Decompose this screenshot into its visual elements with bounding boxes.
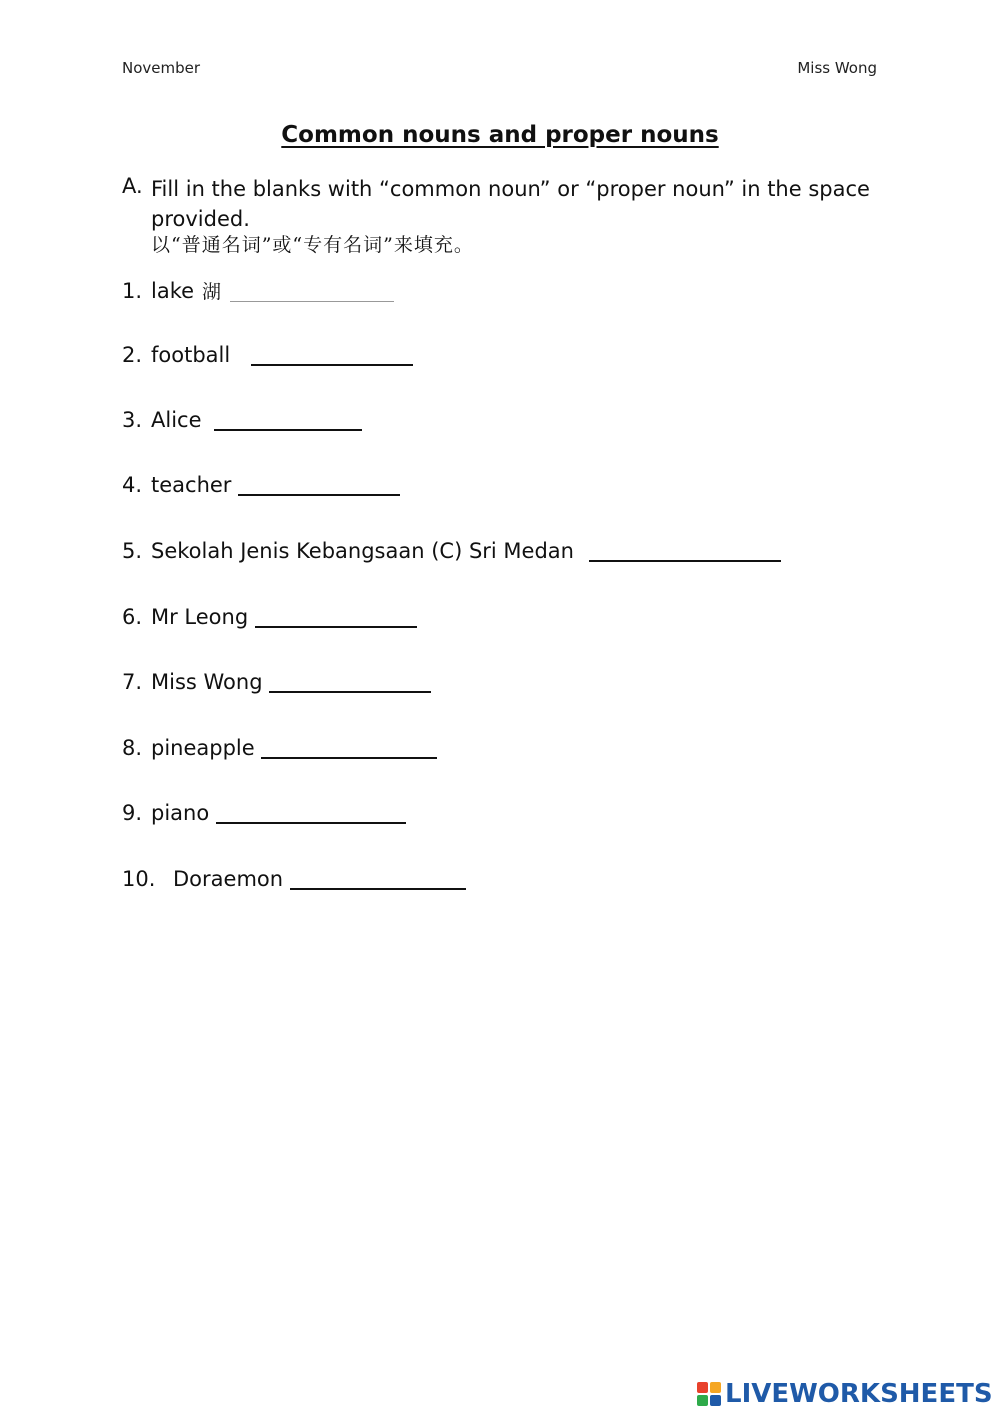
- answer-blank[interactable]: [269, 691, 431, 693]
- answer-blank[interactable]: [290, 888, 466, 890]
- question-number: 7.: [122, 670, 143, 694]
- page-title: Common nouns and proper nouns: [281, 122, 719, 148]
- logo-square-blue: [710, 1395, 721, 1406]
- question-number: 6.: [122, 605, 143, 629]
- question-number: 9.: [122, 801, 143, 825]
- answer-blank[interactable]: [251, 364, 413, 366]
- question-9: [122, 799, 406, 827]
- answer-blank[interactable]: [214, 429, 362, 431]
- question-5: [122, 537, 781, 565]
- question-8: [122, 734, 437, 762]
- question-word: Doraemon: [173, 867, 284, 891]
- question-10: [122, 865, 466, 893]
- liveworksheets-wordmark: LIVEWORKSHEETS: [725, 1379, 993, 1409]
- question-2: [122, 341, 413, 369]
- question-7: [122, 668, 431, 696]
- instruction-text: Fill in the blanks with “common noun” or “proper noun” in the space provided.: [151, 177, 870, 231]
- question-number: 2.: [122, 343, 143, 367]
- answer-blank[interactable]: [238, 494, 400, 496]
- question-number: 5.: [122, 539, 143, 563]
- question-word: Mr Leong: [151, 605, 249, 629]
- question-chinese: 湖: [202, 281, 222, 303]
- liveworksheets-logo: [697, 1378, 993, 1410]
- question-number: 1.: [122, 279, 143, 303]
- question-number: 4.: [122, 473, 143, 497]
- instruction-chinese: 以“普通名词”或“专有名词”来填充。: [151, 234, 474, 256]
- answer-blank[interactable]: [216, 822, 406, 824]
- logo-square-orange: [710, 1382, 721, 1393]
- question-1: [122, 277, 394, 306]
- question-number: 8.: [122, 736, 143, 760]
- header-teacher: Miss Wong: [797, 59, 877, 77]
- header-month: November: [122, 59, 201, 77]
- answer-blank[interactable]: [255, 626, 417, 628]
- question-4: [122, 471, 400, 499]
- question-word: Alice: [151, 408, 202, 432]
- question-word: lake: [151, 279, 195, 303]
- question-word: teacher: [151, 473, 232, 497]
- answer-blank[interactable]: [230, 301, 394, 302]
- question-6: [122, 603, 417, 631]
- question-word: Sekolah Jenis Kebangsaan (C) Sri Medan: [151, 539, 574, 563]
- question-word: piano: [151, 801, 210, 825]
- question-3: [122, 406, 362, 434]
- logo-square-red: [697, 1382, 708, 1393]
- instruction-marker: A.: [122, 174, 143, 198]
- answer-blank[interactable]: [261, 757, 437, 759]
- liveworksheets-mark-icon: [697, 1382, 721, 1406]
- question-word: Miss Wong: [151, 670, 263, 694]
- question-word: football: [151, 343, 231, 367]
- question-number: 10.: [122, 867, 156, 891]
- question-word: pineapple: [151, 736, 255, 760]
- question-number: 3.: [122, 408, 143, 432]
- answer-blank[interactable]: [589, 560, 781, 562]
- logo-square-green: [697, 1395, 708, 1406]
